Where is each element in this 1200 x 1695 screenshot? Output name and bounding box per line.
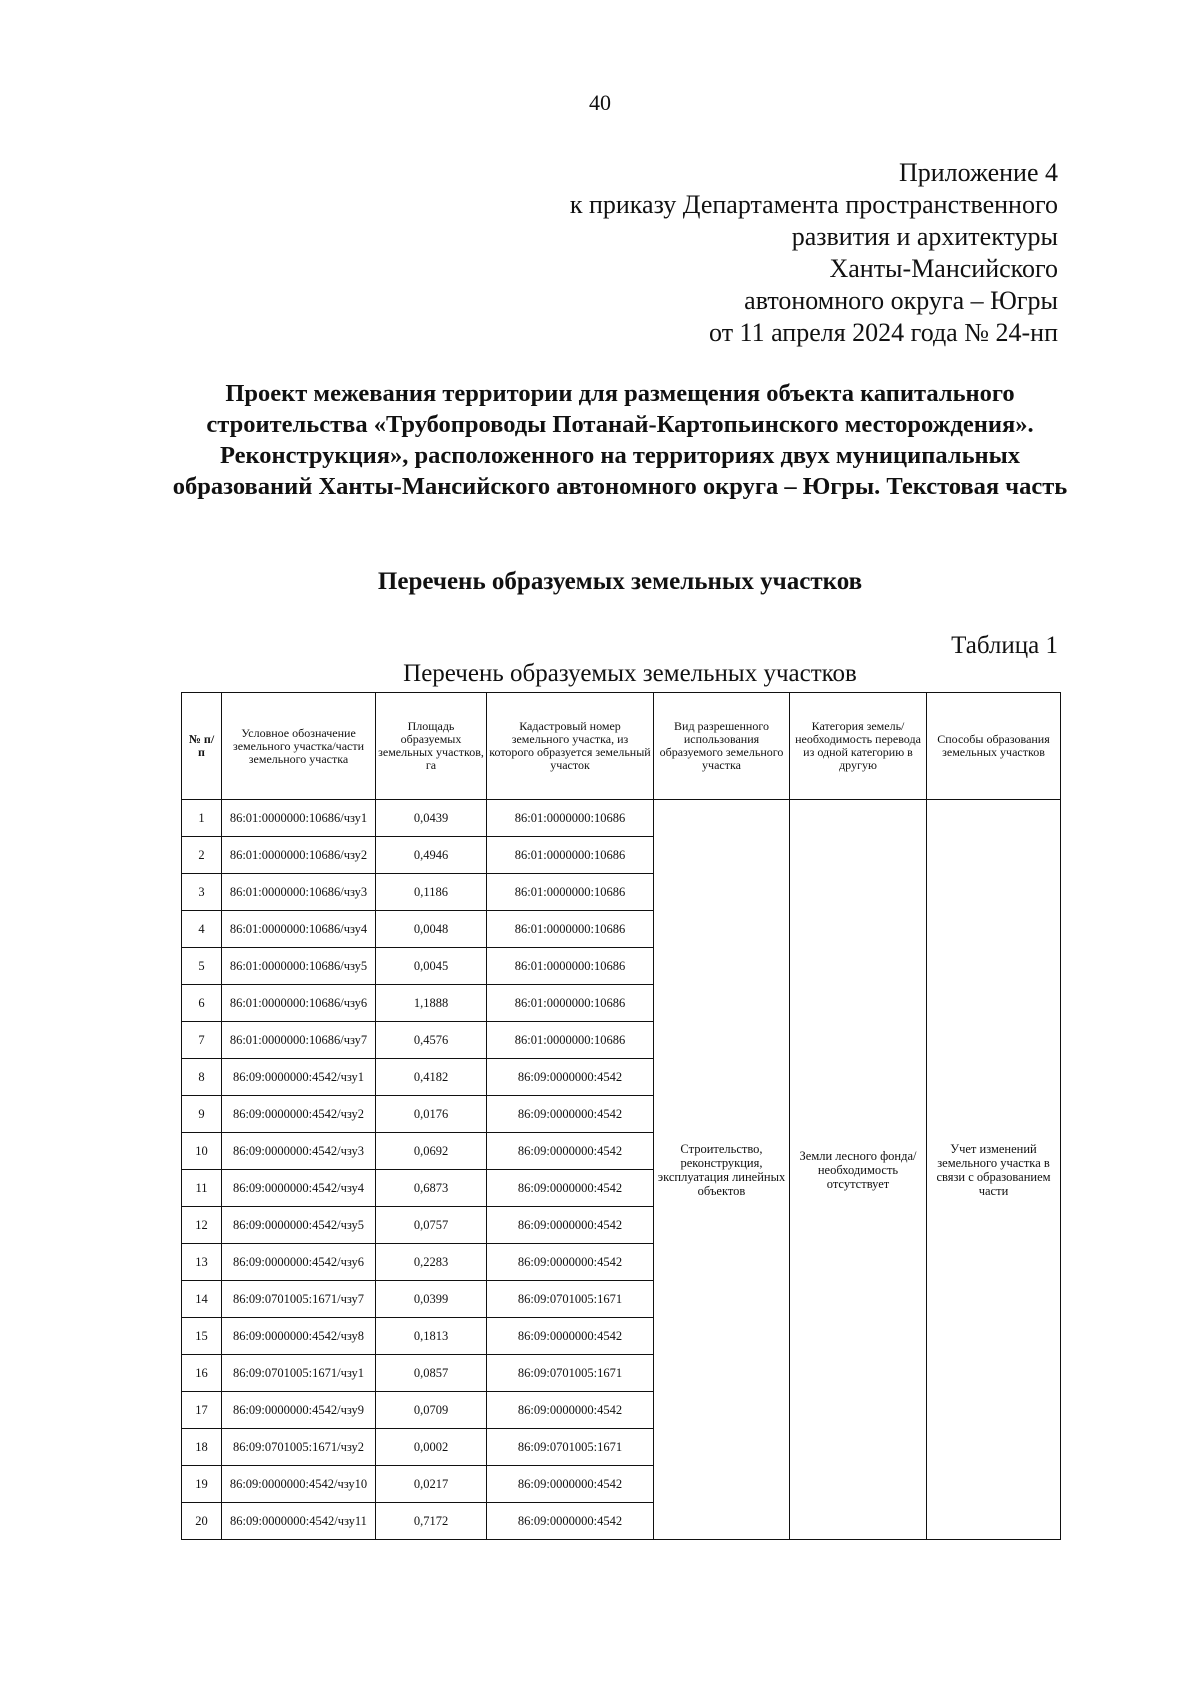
- cadastral-cell: 86:01:0000000:10686: [487, 985, 654, 1022]
- formation-method-cell: Учет изменений земельного участка в связи с образованием части: [927, 800, 1061, 1540]
- row-number-cell: 10: [182, 1133, 222, 1170]
- cadastral-cell: 86:09:0000000:4542: [487, 1392, 654, 1429]
- appendix-line: автономного округа – Югры: [744, 286, 1058, 315]
- cadastral-cell: 86:09:0000000:4542: [487, 1318, 654, 1355]
- header-land-category: Категория земель/необходимость перевода из одной категорию в другую: [790, 693, 927, 800]
- appendix-line: от 11 апреля 2024 года № 24-нп: [709, 318, 1058, 347]
- designation-cell: 86:09:0000000:4542/чзу4: [222, 1170, 376, 1207]
- designation-cell: 86:09:0000000:4542/чзу2: [222, 1096, 376, 1133]
- row-number-cell: 11: [182, 1170, 222, 1207]
- land-plots-table: [181, 692, 1061, 1540]
- designation-cell: 86:01:0000000:10686/чзу4: [222, 911, 376, 948]
- area-cell: 0,0709: [376, 1392, 487, 1429]
- area-cell: 0,0399: [376, 1281, 487, 1318]
- section-title: Перечень образуемых земельных участков: [377, 568, 863, 595]
- cadastral-cell: 86:01:0000000:10686: [487, 800, 654, 837]
- designation-cell: 86:01:0000000:10686/чзу6: [222, 985, 376, 1022]
- row-number-cell: 9: [182, 1096, 222, 1133]
- row-number-cell: 7: [182, 1022, 222, 1059]
- table-caption: Перечень образуемых земельных участков: [403, 660, 857, 687]
- area-cell: 0,0857: [376, 1355, 487, 1392]
- area-cell: 0,2283: [376, 1244, 487, 1281]
- area-cell: 0,4576: [376, 1022, 487, 1059]
- header-cadastral: Кадастровый номер земельного участка, из которого образуется земельный участок: [487, 693, 654, 800]
- header-permitted-use: Вид разрешенного использования образуемого земельного участка: [654, 693, 790, 800]
- area-cell: 0,0002: [376, 1429, 487, 1466]
- table-number: Таблица 1: [951, 632, 1058, 659]
- permitted-use-cell: Строительство, реконструкция, эксплуатация линейных объектов: [654, 800, 790, 1540]
- cadastral-cell: 86:09:0000000:4542: [487, 1096, 654, 1133]
- cadastral-cell: 86:01:0000000:10686: [487, 874, 654, 911]
- page-number: 40: [589, 90, 611, 115]
- appendix-line: развития и архитектуры: [791, 222, 1058, 251]
- designation-cell: 86:09:0701005:1671/чзу1: [222, 1355, 376, 1392]
- area-cell: 0,1186: [376, 874, 487, 911]
- header-designation: Условное обозначение земельного участка/части земельного участка: [222, 693, 376, 800]
- header-area: Площадь образуемых земельных участков, га: [376, 693, 487, 800]
- cadastral-cell: 86:09:0000000:4542: [487, 1170, 654, 1207]
- row-number-cell: 13: [182, 1244, 222, 1281]
- area-cell: 0,0439: [376, 800, 487, 837]
- cadastral-cell: 86:09:0000000:4542: [487, 1133, 654, 1170]
- cadastral-cell: 86:01:0000000:10686: [487, 1022, 654, 1059]
- designation-cell: 86:09:0701005:1671/чзу2: [222, 1429, 376, 1466]
- cadastral-cell: 86:09:0000000:4542: [487, 1207, 654, 1244]
- header-number: № п/ п: [182, 693, 222, 800]
- designation-cell: 86:09:0000000:4542/чзу9: [222, 1392, 376, 1429]
- designation-cell: 86:09:0000000:4542/чзу8: [222, 1318, 376, 1355]
- appendix-line: Ханты-Мансийского: [829, 254, 1058, 283]
- area-cell: 0,4182: [376, 1059, 487, 1096]
- designation-cell: 86:01:0000000:10686/чзу5: [222, 948, 376, 985]
- cadastral-cell: 86:09:0701005:1671: [487, 1355, 654, 1392]
- row-number-cell: 8: [182, 1059, 222, 1096]
- area-cell: 0,0176: [376, 1096, 487, 1133]
- table-body: [182, 800, 1061, 1540]
- designation-cell: 86:01:0000000:10686/чзу3: [222, 874, 376, 911]
- area-cell: 0,6873: [376, 1170, 487, 1207]
- designation-cell: 86:09:0000000:4542/чзу3: [222, 1133, 376, 1170]
- area-cell: 0,0217: [376, 1466, 487, 1503]
- area-cell: 0,0692: [376, 1133, 487, 1170]
- designation-cell: 86:01:0000000:10686/чзу1: [222, 800, 376, 837]
- area-cell: 0,0757: [376, 1207, 487, 1244]
- row-number-cell: 1: [182, 800, 222, 837]
- appendix-line: к приказу Департамента пространственного: [569, 190, 1058, 219]
- cadastral-cell: 86:09:0000000:4542: [487, 1503, 654, 1540]
- row-number-cell: 17: [182, 1392, 222, 1429]
- designation-cell: 86:09:0701005:1671/чзу7: [222, 1281, 376, 1318]
- row-number-cell: 20: [182, 1503, 222, 1540]
- cadastral-cell: 86:01:0000000:10686: [487, 948, 654, 985]
- row-number-cell: 2: [182, 837, 222, 874]
- row-number-cell: 15: [182, 1318, 222, 1355]
- designation-cell: 86:09:0000000:4542/чзу5: [222, 1207, 376, 1244]
- row-number-cell: 19: [182, 1466, 222, 1503]
- area-cell: 1,1888: [376, 985, 487, 1022]
- area-cell: 0,0045: [376, 948, 487, 985]
- appendix-line: Приложение 4: [898, 158, 1058, 187]
- row-number-cell: 18: [182, 1429, 222, 1466]
- designation-cell: 86:01:0000000:10686/чзу7: [222, 1022, 376, 1059]
- cadastral-cell: 86:01:0000000:10686: [487, 837, 654, 874]
- cadastral-cell: 86:01:0000000:10686: [487, 911, 654, 948]
- designation-cell: 86:09:0000000:4542/чзу11: [222, 1503, 376, 1540]
- row-number-cell: 14: [182, 1281, 222, 1318]
- designation-cell: 86:09:0000000:4542/чзу1: [222, 1059, 376, 1096]
- area-cell: 0,1813: [376, 1318, 487, 1355]
- row-number-cell: 16: [182, 1355, 222, 1392]
- row-number-cell: 4: [182, 911, 222, 948]
- table-header-row: [182, 693, 1061, 800]
- area-cell: 0,4946: [376, 837, 487, 874]
- area-cell: 0,7172: [376, 1503, 487, 1540]
- cadastral-cell: 86:09:0000000:4542: [487, 1244, 654, 1281]
- designation-cell: 86:09:0000000:4542/чзу6: [222, 1244, 376, 1281]
- cadastral-cell: 86:09:0000000:4542: [487, 1466, 654, 1503]
- designation-cell: 86:09:0000000:4542/чзу10: [222, 1466, 376, 1503]
- row-number-cell: 5: [182, 948, 222, 985]
- document-title: Проект межевания территории для размещения объекта капитального строительства «Трубопроводы Потанай-Картопьинского месторождения». Реконструкция», расположенного на территориях двух муниципальных образований Ханты-Мансийского автономного округа – Югры. Текстовая часть: [172, 380, 1068, 500]
- land-category-cell: Земли лесного фонда/ необходимость отсутствует: [790, 800, 927, 1540]
- cadastral-cell: 86:09:0701005:1671: [487, 1429, 654, 1466]
- area-cell: 0,0048: [376, 911, 487, 948]
- row-number-cell: 12: [182, 1207, 222, 1244]
- header-formation-method: Способы образования земельных участков: [927, 693, 1061, 800]
- designation-cell: 86:01:0000000:10686/чзу2: [222, 837, 376, 874]
- row-number-cell: 6: [182, 985, 222, 1022]
- row-number-cell: 3: [182, 874, 222, 911]
- cadastral-cell: 86:09:0000000:4542: [487, 1059, 654, 1096]
- cadastral-cell: 86:09:0701005:1671: [487, 1281, 654, 1318]
- appendix-block: [570, 157, 1058, 349]
- table-row: [182, 800, 1061, 837]
